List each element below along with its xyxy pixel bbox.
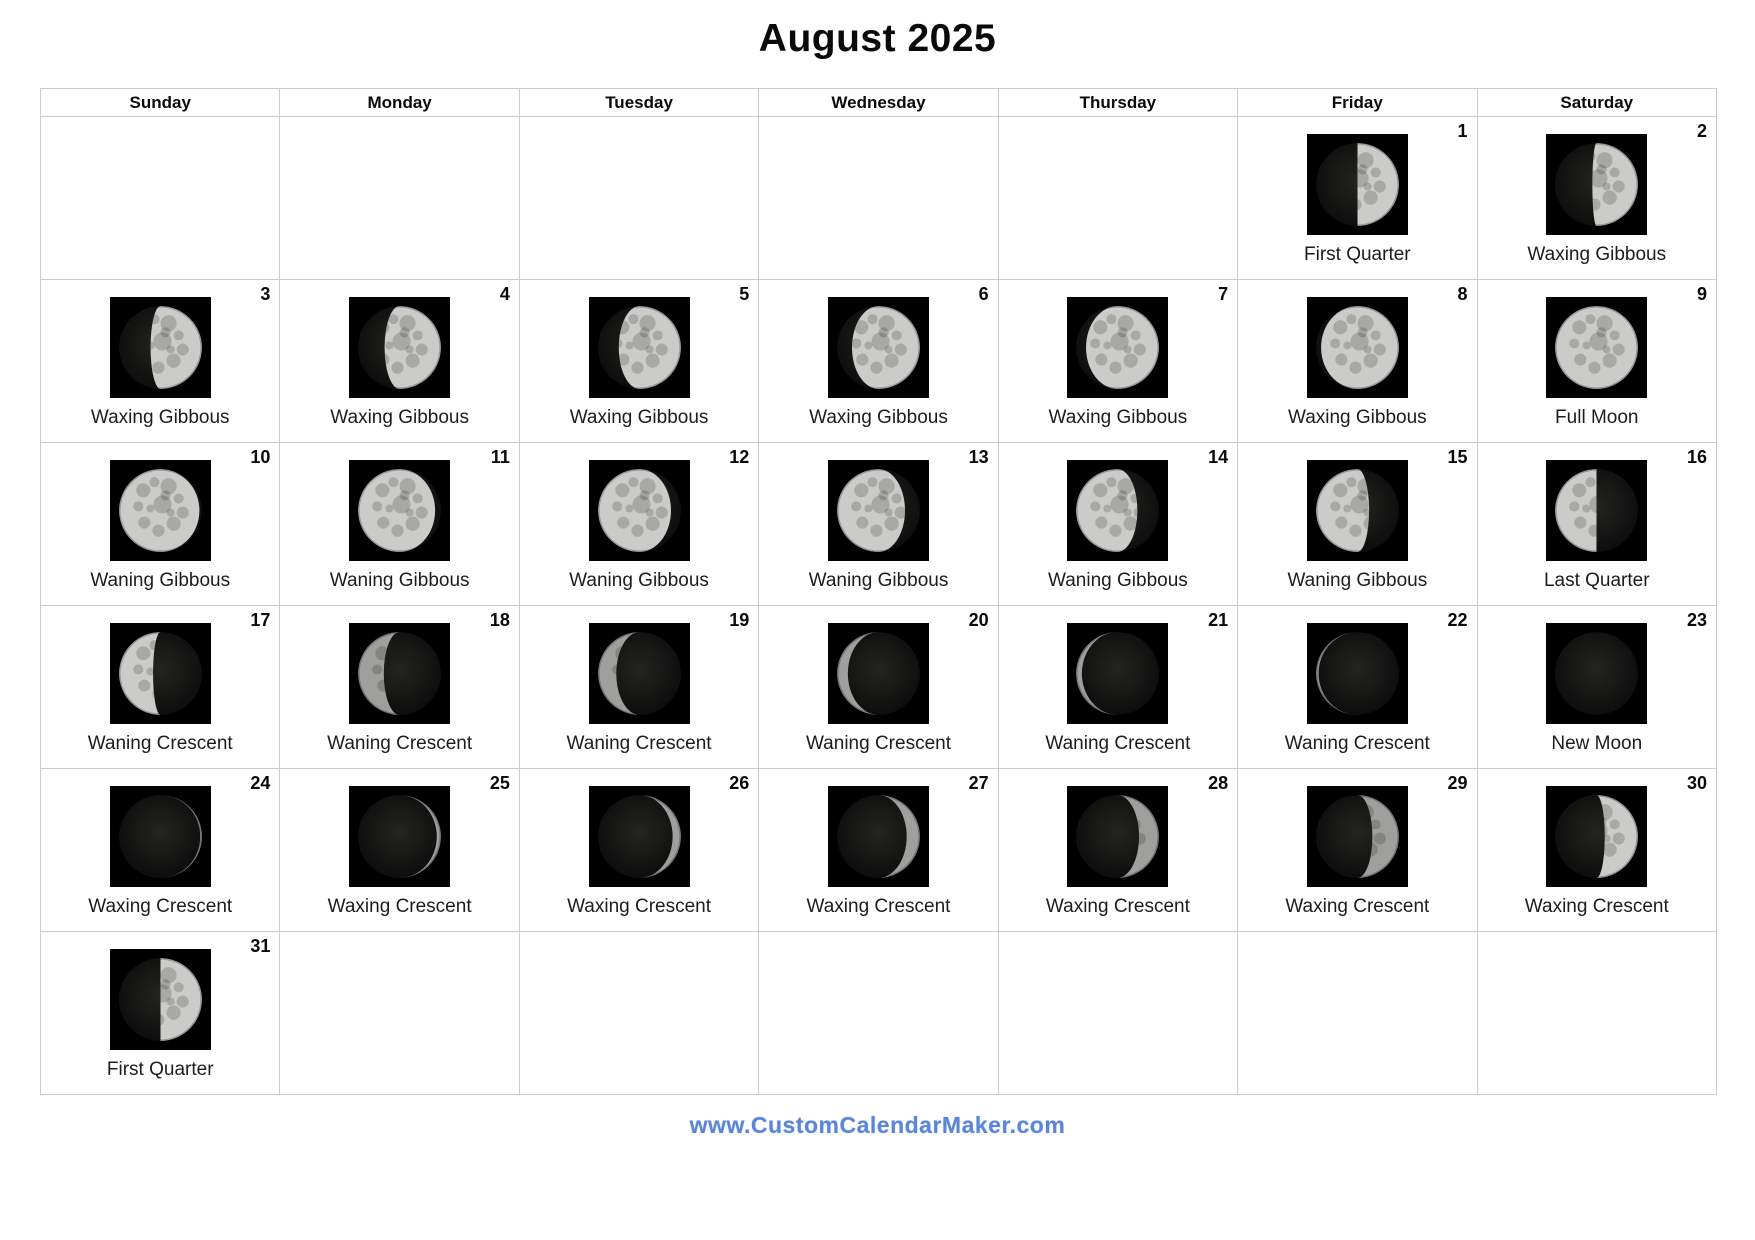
moon-phase-graphic xyxy=(1546,460,1647,561)
moon-phase-graphic xyxy=(828,786,929,887)
moon-phase-graphic xyxy=(1307,134,1408,235)
phase-label: Waxing Crescent xyxy=(327,896,472,917)
moon-phase-graphic xyxy=(1546,134,1647,235)
moon-image xyxy=(1307,623,1408,724)
moon-image xyxy=(828,623,929,724)
calendar-day-cell xyxy=(41,443,280,606)
weekday-header-wednesday: Wednesday xyxy=(759,89,998,117)
day-number: 9 xyxy=(1696,284,1707,304)
empty-day-cell xyxy=(280,932,519,1095)
day-number: 3 xyxy=(260,284,271,304)
empty-day-cell xyxy=(759,932,998,1095)
moon-image xyxy=(828,297,929,398)
moon-phase-graphic xyxy=(589,786,690,887)
day-number: 8 xyxy=(1457,284,1468,304)
calendar-day-cell xyxy=(998,769,1237,932)
moon-phase-graphic xyxy=(110,623,211,724)
moon-phase-graphic xyxy=(828,623,929,724)
day-number: 16 xyxy=(1686,447,1707,467)
calendar-day-cell xyxy=(1238,117,1477,280)
phase-label: Waxing Crescent xyxy=(806,896,951,917)
phase-label: Waning Crescent xyxy=(566,733,712,754)
moon-phase-graphic xyxy=(589,623,690,724)
moon-phase-graphic xyxy=(1307,297,1408,398)
day-number: 11 xyxy=(490,447,510,467)
moon-image xyxy=(349,786,450,887)
moon-image xyxy=(1067,297,1168,398)
moon-phase-graphic xyxy=(1546,623,1647,724)
empty-day-cell xyxy=(519,932,758,1095)
day-number: 7 xyxy=(1218,284,1229,304)
calendar-day-cell xyxy=(998,606,1237,769)
phase-label: Waxing Gibbous xyxy=(90,407,230,428)
moon-image xyxy=(1546,134,1647,235)
moon-image xyxy=(1067,623,1168,724)
calendar-day-cell xyxy=(759,606,998,769)
weekday-header-monday: Monday xyxy=(280,89,519,117)
calendar-week-row xyxy=(41,443,1717,606)
moon-image xyxy=(1307,460,1408,561)
moon-phase-graphic xyxy=(1067,297,1168,398)
moon-image xyxy=(110,623,211,724)
phase-label: First Quarter xyxy=(106,1059,214,1080)
moon-image xyxy=(349,297,450,398)
day-number: 30 xyxy=(1686,773,1707,793)
day-number: 24 xyxy=(250,773,271,793)
empty-day-cell xyxy=(280,117,519,280)
moon-image xyxy=(1546,297,1647,398)
calendar-day-cell xyxy=(280,606,519,769)
moon-image xyxy=(110,786,211,887)
moon-image xyxy=(828,786,929,887)
phase-label: Waning Crescent xyxy=(1284,733,1430,754)
moon-phase-graphic xyxy=(110,460,211,561)
weekday-header-sunday: Sunday xyxy=(41,89,280,117)
calendar-day-cell xyxy=(280,280,519,443)
weekday-header-row xyxy=(41,89,1717,117)
moon-image xyxy=(1307,134,1408,235)
moon-phase-graphic xyxy=(589,297,690,398)
calendar-day-cell xyxy=(519,443,758,606)
day-number: 31 xyxy=(250,936,271,956)
phase-label: Waxing Gibbous xyxy=(569,407,709,428)
moon-image xyxy=(110,949,211,1050)
phase-label: Waning Crescent xyxy=(87,733,233,754)
day-number: 19 xyxy=(729,610,750,630)
calendar-day-cell xyxy=(1477,606,1716,769)
day-number: 5 xyxy=(739,284,750,304)
weekday-header-thursday: Thursday xyxy=(998,89,1237,117)
phase-label: Waning Crescent xyxy=(1045,733,1191,754)
empty-day-cell xyxy=(998,932,1237,1095)
moon-image xyxy=(1067,786,1168,887)
empty-day-cell xyxy=(1477,932,1716,1095)
phase-label: Waning Gibbous xyxy=(808,570,949,591)
moon-image xyxy=(1067,460,1168,561)
moon-image xyxy=(1307,786,1408,887)
moon-phase-graphic xyxy=(1546,786,1647,887)
calendar-day-cell xyxy=(280,769,519,932)
phase-label: Waxing Crescent xyxy=(567,896,712,917)
calendar-day-cell xyxy=(280,443,519,606)
calendar-day-cell xyxy=(519,280,758,443)
calendar-day-cell xyxy=(759,769,998,932)
day-number: 15 xyxy=(1447,447,1468,467)
moon-phase-graphic xyxy=(349,786,450,887)
phase-label: Waning Gibbous xyxy=(1048,570,1188,591)
phase-label: Waning Gibbous xyxy=(329,570,470,591)
calendar-day-cell xyxy=(759,443,998,606)
day-number: 17 xyxy=(250,610,271,630)
phase-label: Waxing Gibbous xyxy=(1527,244,1667,265)
calendar-week-row xyxy=(41,606,1717,769)
day-number: 10 xyxy=(250,447,271,467)
calendar-day-cell xyxy=(41,280,280,443)
footer-url[interactable]: www.CustomCalendarMaker.com xyxy=(689,1112,1066,1138)
moon-phase-graphic xyxy=(349,297,450,398)
day-number: 28 xyxy=(1208,773,1229,793)
phase-label: Waning Gibbous xyxy=(90,570,231,591)
weekday-header-saturday: Saturday xyxy=(1477,89,1716,117)
calendar-day-cell xyxy=(759,280,998,443)
calendar-day-cell xyxy=(519,769,758,932)
moon-image xyxy=(110,297,211,398)
calendar-table xyxy=(40,88,1717,1095)
phase-label: Waxing Crescent xyxy=(1045,896,1190,917)
calendar-day-cell xyxy=(41,769,280,932)
day-number: 29 xyxy=(1447,773,1468,793)
phase-label: Waxing Crescent xyxy=(1524,896,1669,917)
calendar-day-cell xyxy=(1477,117,1716,280)
moon-image xyxy=(828,460,929,561)
calendar-day-cell xyxy=(1477,769,1716,932)
calendar-day-cell xyxy=(1477,443,1716,606)
calendar-day-cell xyxy=(41,606,280,769)
empty-day-cell xyxy=(759,117,998,280)
phase-label: New Moon xyxy=(1551,733,1643,754)
day-number: 1 xyxy=(1457,121,1468,141)
phase-label: Waxing Crescent xyxy=(88,896,233,917)
moon-phase-graphic xyxy=(110,786,211,887)
moon-phase-graphic xyxy=(828,297,929,398)
moon-image xyxy=(349,623,450,724)
phase-label: Waxing Gibbous xyxy=(809,407,948,428)
calendar-day-cell xyxy=(519,606,758,769)
calendar-day-cell xyxy=(1238,280,1477,443)
phase-label: Waxing Gibbous xyxy=(330,407,469,428)
moon-phase-graphic xyxy=(1067,786,1168,887)
day-number: 27 xyxy=(968,773,989,793)
empty-day-cell xyxy=(519,117,758,280)
calendar-day-cell xyxy=(1238,443,1477,606)
moon-phase-graphic xyxy=(1307,460,1408,561)
moon-phase-graphic xyxy=(1067,623,1168,724)
empty-day-cell xyxy=(1238,932,1477,1095)
calendar-day-cell xyxy=(1477,280,1716,443)
calendar-day-cell xyxy=(41,932,280,1095)
day-number: 25 xyxy=(489,773,510,793)
phase-label: First Quarter xyxy=(1304,244,1411,265)
calendar-week-row xyxy=(41,280,1717,443)
moon-image xyxy=(589,460,690,561)
moon-phase-graphic xyxy=(1307,786,1408,887)
empty-day-cell xyxy=(998,117,1237,280)
calendar-week-row xyxy=(41,769,1717,932)
moon-phase-graphic xyxy=(828,460,929,561)
phase-label: Waxing Gibbous xyxy=(1287,407,1427,428)
day-number: 20 xyxy=(968,610,989,630)
day-number: 26 xyxy=(729,773,750,793)
calendar-day-cell xyxy=(998,280,1237,443)
day-number: 4 xyxy=(499,284,510,304)
moon-image xyxy=(1546,460,1647,561)
calendar-day-cell xyxy=(1238,769,1477,932)
moon-image xyxy=(589,786,690,887)
phase-label: Waning Crescent xyxy=(327,733,473,754)
calendar-week-row xyxy=(41,117,1717,280)
moon-image xyxy=(589,297,690,398)
day-number: 14 xyxy=(1208,447,1229,467)
day-number: 12 xyxy=(729,447,750,467)
day-number: 18 xyxy=(489,610,510,630)
moon-phase-graphic xyxy=(349,460,450,561)
weekday-header-tuesday: Tuesday xyxy=(519,89,758,117)
moon-image xyxy=(110,460,211,561)
phase-label: Waning Gibbous xyxy=(1287,570,1428,591)
moon-phase-graphic xyxy=(1307,623,1408,724)
moon-image xyxy=(589,623,690,724)
day-number: 13 xyxy=(968,447,989,467)
phase-label: Last Quarter xyxy=(1543,570,1650,591)
moon-phase-graphic xyxy=(349,623,450,724)
day-number: 21 xyxy=(1208,610,1229,630)
moon-image xyxy=(1546,786,1647,887)
calendar-week-row xyxy=(41,932,1717,1095)
day-number: 22 xyxy=(1447,610,1468,630)
moon-image xyxy=(1307,297,1408,398)
phase-label: Full Moon xyxy=(1555,407,1639,428)
calendar-day-cell xyxy=(1238,606,1477,769)
moon-phase-graphic xyxy=(110,297,211,398)
phase-label: Waxing Crescent xyxy=(1285,896,1430,917)
phase-label: Waning Crescent xyxy=(805,733,951,754)
moon-image xyxy=(1546,623,1647,724)
calendar-day-cell xyxy=(998,443,1237,606)
day-number: 6 xyxy=(978,284,989,304)
page-title: August 2025 xyxy=(758,17,997,60)
empty-day-cell xyxy=(41,117,280,280)
day-number: 23 xyxy=(1686,610,1707,630)
moon-phase-graphic xyxy=(1546,297,1647,398)
moon-phase-graphic xyxy=(110,949,211,1050)
moon-image xyxy=(349,460,450,561)
moon-phase-graphic xyxy=(1067,460,1168,561)
moon-phase-graphic xyxy=(589,460,690,561)
phase-label: Waning Gibbous xyxy=(569,570,709,591)
day-number: 2 xyxy=(1696,121,1707,141)
weekday-header-friday: Friday xyxy=(1238,89,1477,117)
phase-label: Waxing Gibbous xyxy=(1048,407,1188,428)
